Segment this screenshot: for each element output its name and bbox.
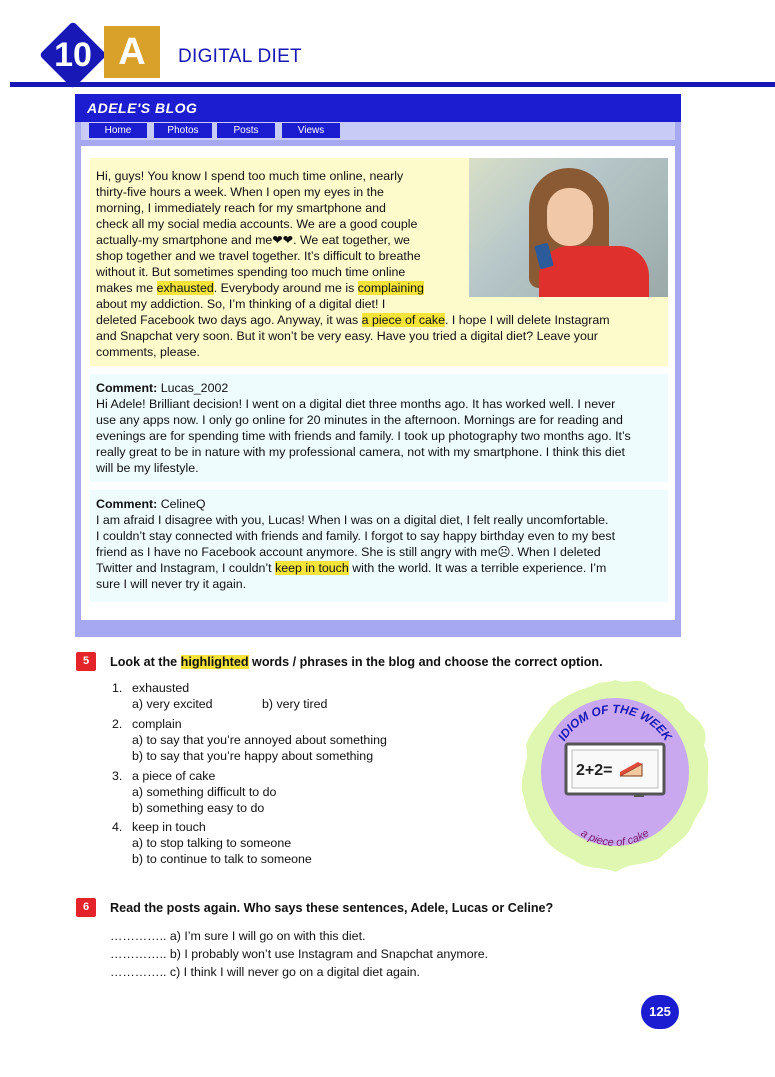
- unit-letter: A: [104, 26, 160, 78]
- comment-user: Lucas_2002: [160, 381, 229, 395]
- highlight-exhausted: exhausted: [156, 281, 214, 295]
- tab-photos[interactable]: Photos: [154, 123, 212, 138]
- option-4b[interactable]: b) to continue to talk to someone: [132, 852, 312, 866]
- page-title: DIGITAL DIET: [178, 46, 302, 67]
- blog-header: [75, 94, 681, 122]
- tab-home[interactable]: Home: [89, 123, 147, 138]
- sentence-a[interactable]: ………….. a) I’m sure I will go on with this diet.: [110, 929, 366, 943]
- comment-label: Comment:: [96, 497, 158, 511]
- blog-title: ADELE'S BLOG: [87, 100, 198, 116]
- unit-number: 10: [54, 36, 92, 74]
- highlight-keep-in-touch: keep in touch: [275, 561, 349, 575]
- comment-celine: Comment: CelineQ I am afraid I disagree with you, Lucas! When I was on a digital diet, I felt really uncomfortable. I couldn’t stay connected with friends and family. I forgot to say happy birthday even to my best friend as I have no Facebook account anymore. She is still angry with me☹. When I deleted Twitter and Instagram, I couldn’t keep in touch with the world. It was a terrible experience. I’m sure I will never try it again.: [90, 490, 668, 602]
- option-3a[interactable]: a) something difficult to do: [132, 785, 277, 799]
- tab-views[interactable]: Views: [282, 123, 340, 138]
- exercise-6-number: 6: [76, 898, 96, 917]
- sentence-b[interactable]: ………….. b) I probably won’t use Instagram and Snapchat anymore.: [110, 947, 489, 961]
- blog-post: [90, 158, 668, 366]
- whiteboard-equation: 2+2=: [576, 762, 613, 779]
- blog-window: [75, 94, 681, 637]
- comment-label: Comment:: [96, 381, 158, 395]
- option-1a[interactable]: a) very excited: [132, 697, 213, 711]
- idiom-of-the-week: [520, 676, 710, 876]
- idiom-title: IDIOM OF THE WEEK: [555, 701, 675, 744]
- unit-number-badge: [40, 22, 106, 88]
- tab-posts[interactable]: Posts: [217, 123, 275, 138]
- option-4a[interactable]: a) to stop talking to someone: [132, 836, 292, 850]
- comment-lucas: Comment: Lucas_2002 Hi Adele! Brilliant decision! I went on a digital diet three months ago. It has worked well. I never use any apps now. I only go online for 20 minutes in the afternoon. Mornings are for reading and evenings are for spending time with friends and family. I took up photography two months ago. It’s really great to be in nature with my professional camera, not with my smartphone. I think this diet will be my lifestyle.: [90, 374, 668, 482]
- page-number: 125: [641, 995, 679, 1029]
- highlight-piece-of-cake: a piece of cake: [361, 313, 445, 327]
- comment-user: CelineQ: [160, 497, 206, 511]
- sentence-c[interactable]: ………….. c) I think I will never go on a digital diet again.: [110, 965, 420, 979]
- option-2b[interactable]: b) to say that you’re happy about something: [132, 749, 374, 763]
- option-3b[interactable]: b) something easy to do: [132, 801, 265, 815]
- option-1b[interactable]: b) very tired: [262, 697, 328, 711]
- exercise-5-instruction: Look at the highlighted words / phrases in the blog and choose the correct option.: [110, 655, 603, 669]
- idiom-splash-graphic: [520, 676, 710, 876]
- post-text: Hi, guys! You know I spend too much time online, nearly thirty-five hours a week. When I open my eyes in the morning, I immediately reach for my smartphone and check all my social media accounts. We are a good couple actually-my smartphone and me❤❤. We eat together, we shop together and we travel together. It’s difficult to breathe without it. But sometimes spending too much time online makes me exhausted. Everybody around me is complaining about my addiction. So, I’m thinking of a digital diet! I deleted Facebook two days ago. Anyway, it was a piece of cake. I hope I will delete Instagram and Snapchat very soon. But it won’t be very easy. Have you tried a digital diet? Leave your comments, please.: [96, 169, 610, 359]
- blog-content: [81, 146, 675, 620]
- highlight-complaining: complaining: [357, 281, 424, 295]
- option-2a[interactable]: a) to say that you’re annoyed about something: [132, 733, 387, 747]
- exercise-5-number: 5: [76, 652, 96, 671]
- exercise-6-instruction: Read the posts again. Who says these sentences, Adele, Lucas or Celine?: [110, 901, 554, 915]
- header-rule: [10, 82, 775, 87]
- idiom-caption: a piece of cake: [578, 827, 652, 849]
